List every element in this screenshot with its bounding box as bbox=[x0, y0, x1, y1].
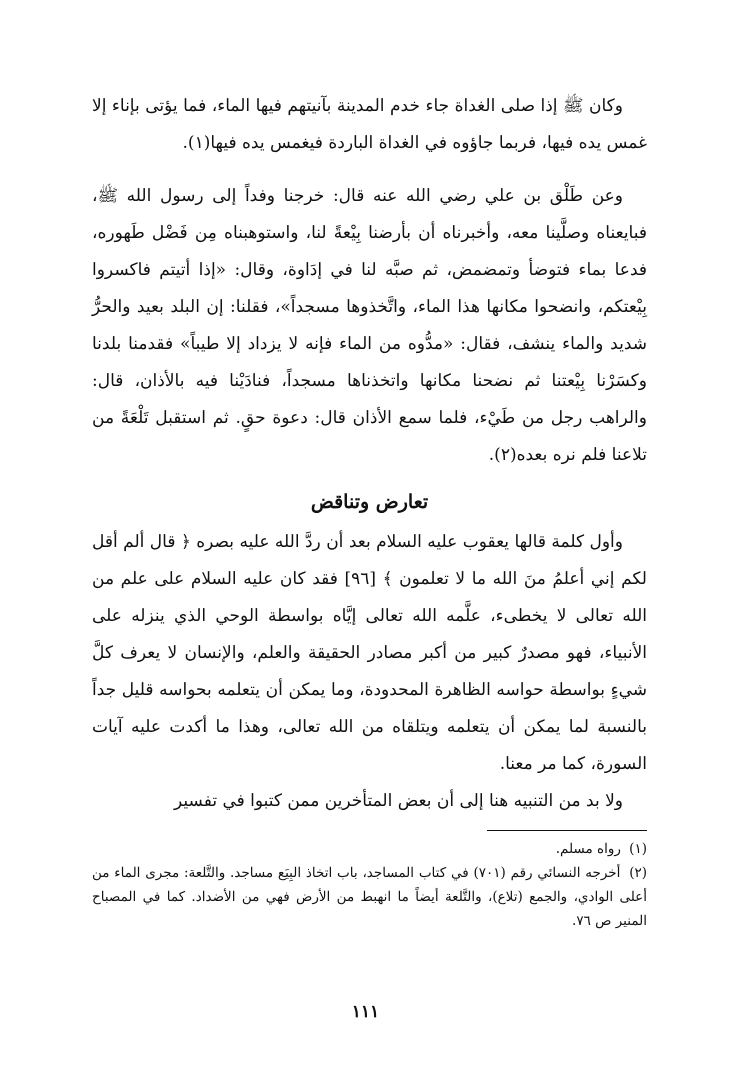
footnote-2 bbox=[92, 861, 647, 933]
paragraph-2: وعن طَلْق بن علي رضي الله عنه قال: خرجنا وفداً إلى رسول الله ﷺ، فبايعناه وصلَّينا معه، وأخبرناه أن بأرضنا بِيْعةً لنا، واستوهبناه مِن فَضْل طَهوره، فدعا بماء فتوضأ وتمضمض، ثم صبَّه لنا في إدَاوة، وقال: «إذا أتيتم فاكسروا بِيْعتكم، وانضحوا مكانها هذا الماء، واتَّخذوها مسجداً»، فقلنا: إن البلد بعيد والحرُّ شديد والماء ينشف، فقال: «مدُّوه من الماء فإنه لا يزداد إلا طيباً» فقدمنا بلدنا وكسَرْنا بِيْعتنا ثم نضحنا مكانها واتخذناها مسجداً، فنادَيْنا فيه بالأذان، قال: والراهب رجل من طَيْء، فلما سمع الأذان قال: دعوة حقٍ. ثم استقبل تَلْعَةً من تلاعنا فلم نره بعده(٢). bbox=[92, 186, 647, 465]
footnotes bbox=[92, 837, 647, 933]
footnote-1 bbox=[92, 837, 647, 861]
paragraph-1: وكان ﷺ إذا صلى الغداة جاء خدم المدينة بآنيتهم فيها الماء، فما يؤتى بإناء إلا غمس يده فيها، فربما جاؤوه في الغداة الباردة فيغمس يده فيها(١). bbox=[92, 96, 647, 153]
footnote-number: (٢) bbox=[629, 865, 648, 881]
section-paragraph-1: وأول كلمة قالها يعقوب عليه السلام بعد أن ردَّ الله عليه بصره ﴿ قال ألم أقل لكم إني أعلمُ منَ الله ما لا تعلمون ﴾ [٩٦] فقد كان عليه السلام على علم من الله تعالى لا يخطىء، علَّمه الله تعالى إيَّاه بواسطة الوحي الذي ينزله على الأنبياء، فهو مصدرٌ كبير من أكبر مصادر الحقيقة والعلم، والإنسان لا يعرف كلَّ شيءٍ بواسطة حواسه الظاهرة المحدودة، وما يمكن أن يتعلمه بحواسه قليل جداً بالنسبة لما يمكن أن يتعلمه ويتلقاه من الله تعالى، وهذا ما أكدت عليه آيات السورة، كما مر معنا. bbox=[92, 532, 647, 774]
section-paragraph-2: ولا بد من التنبيه هنا إلى أن بعض المتأخرين ممن كتبوا في تفسير bbox=[174, 791, 623, 811]
footnote-text: رواه مسلم. bbox=[555, 841, 621, 857]
footnote-text: أخرجه النسائي رقم (٧٠١) في كتاب المساجد، باب اتخاذ البِيَع مساجد. والتَّلعة: مجرى الماء من أعلى الوادي، والجمع (تلاع)، والتَّلعة أيضاً ما انهبط من الأرض فهي من الأضداد. كما في المصباح المنير ص ٧٦. bbox=[92, 865, 647, 929]
page-number: ١١١ bbox=[351, 1002, 380, 1022]
footnote-number: (١) bbox=[629, 841, 647, 857]
footnote-separator bbox=[487, 830, 647, 831]
section-heading: تعارض وتناقض bbox=[310, 491, 429, 513]
page-body bbox=[92, 88, 647, 933]
